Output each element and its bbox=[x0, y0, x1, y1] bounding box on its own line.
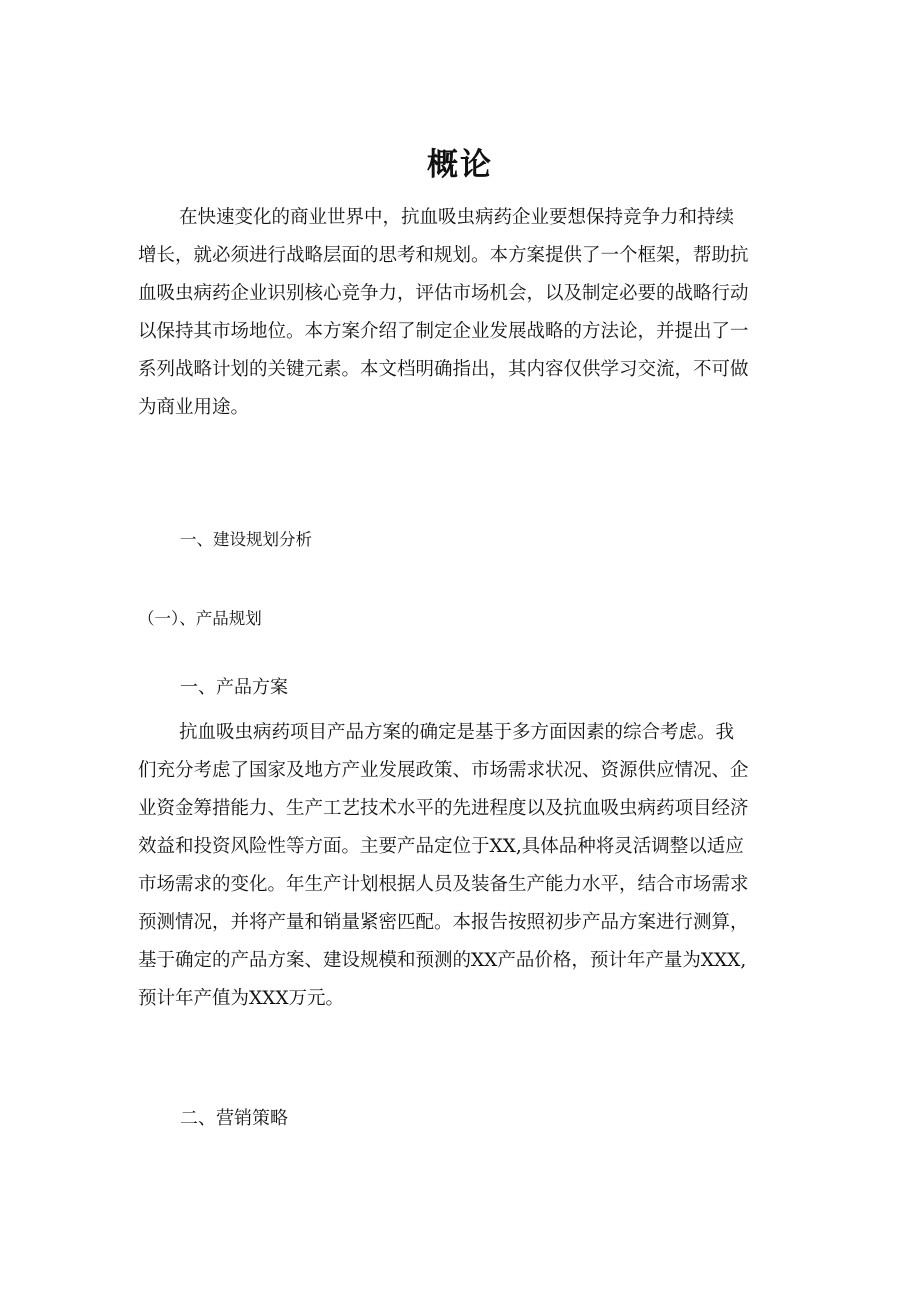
text-line: 基于确定的产品方案、建设规模和预测的XX产品价格，预计年产量为XXX, bbox=[138, 950, 747, 971]
text-line: 预测情况，并将产量和销量紧密匹配。本报告按照初步产品方案进行测算， bbox=[138, 912, 749, 933]
text-line: 预计年产值为XXX万元。 bbox=[138, 988, 345, 1009]
text-line: 系列战略计划的关键元素。本文档明确指出，其内容仅供学习交流，不可做 bbox=[138, 359, 749, 380]
text-line: 以保持其市场地位。本方案介绍了制定企业发展战略的方法论，并提出了一 bbox=[138, 321, 749, 342]
text-line: 血吸虫病药企业识别核心竞争力，评估市场机会，以及制定必要的战略行动 bbox=[138, 283, 749, 304]
text-line: 增长，就必须进行战略层面的思考和规划。本方案提供了一个框架，帮助抗 bbox=[138, 245, 749, 266]
item-heading: 一、产品方案 bbox=[180, 677, 288, 698]
text-line: 为商业用途。 bbox=[138, 397, 250, 418]
text-line: 在快速变化的商业世界中，抗血吸虫病药企业要想保持竞争力和持续 bbox=[179, 207, 735, 228]
item-heading: 二、营销策略 bbox=[180, 1108, 288, 1129]
text-line: 市场需求的变化。年生产计划根据人员及装备生产能力水平，结合市场需求 bbox=[138, 874, 749, 895]
page-title: 概论 bbox=[427, 146, 493, 183]
text-line: 们充分考虑了国家及地方产业发展政策、市场需求状况、资源供应情况、企 bbox=[138, 760, 749, 781]
text-line: 效益和投资风险性等方面。主要产品定位于XX,具体品种将灵活调整以适应 bbox=[138, 836, 744, 857]
section-heading: 一、建设规划分析 bbox=[180, 530, 312, 549]
intro-paragraph bbox=[138, 199, 798, 427]
text-line: 抗血吸虫病药项目产品方案的确定是基于多方面因素的综合考虑。我 bbox=[179, 722, 735, 743]
product-paragraph bbox=[138, 714, 798, 1018]
subsection-heading: （一）、产品规划 bbox=[138, 609, 262, 628]
text-line: 业资金筹措能力、生产工艺技术水平的先进程度以及抗血吸虫病药项目经济 bbox=[138, 798, 749, 819]
